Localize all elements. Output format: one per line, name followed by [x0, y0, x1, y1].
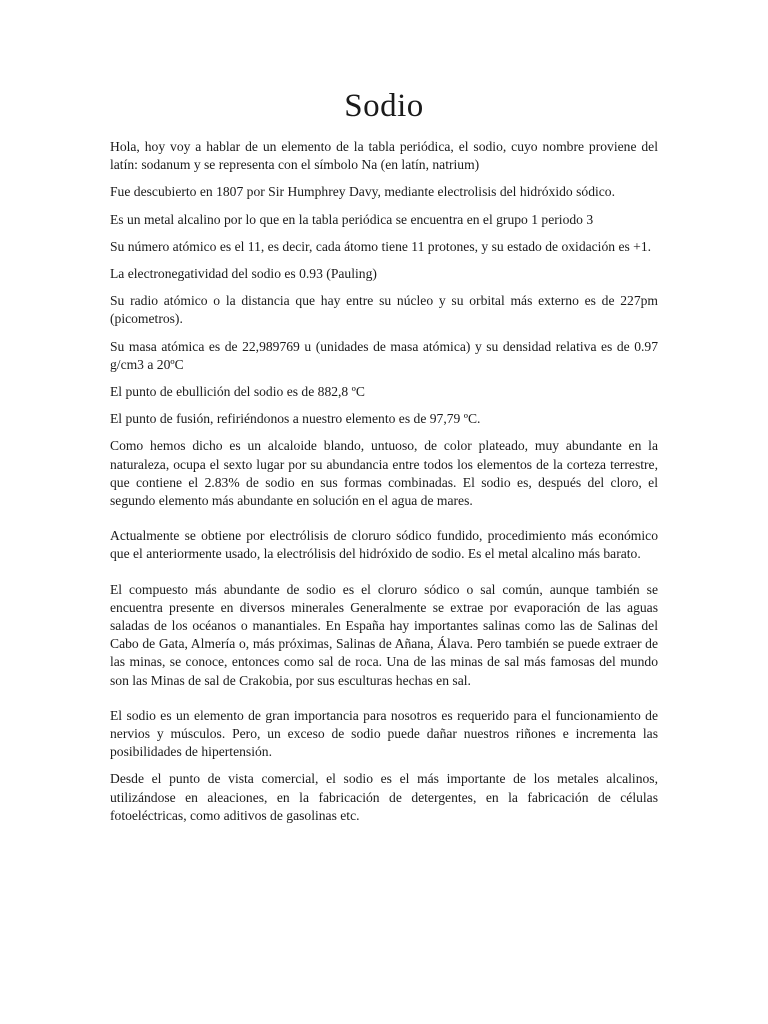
paragraph-electronegativity: La electronegatividad del sodio es 0.93 (Pauling): [110, 266, 377, 282]
paragraph-intro: Hola, hoy voy a hablar de un elemento de la tabla periódica, el sodio, cuyo nombre proviene del latín: sodanum y se representa con el símbolo Na (en latín, natrium): [110, 139, 658, 173]
paragraph-melting-point: El punto de fusión, refiriéndonos a nuestro elemento es de 97,79 ºC.: [110, 411, 481, 427]
paragraph-discovery: Fue descubierto en 1807 por Sir Humphrey Davy, mediante electrolisis del hidróxido sódico.: [110, 184, 615, 200]
paragraph-commercial-uses: Desde el punto de vista comercial, el sodio es el más importante de los metales alcalinos, utilizándose en aleaciones, en la fabricación de detergentes, en la fabricación de células fotoeléctricas, como aditivos de gasolinas etc.: [110, 771, 658, 823]
paragraph-atomic-mass: Su masa atómica es de 22,989769 u (unidades de masa atómica) y su densidad relativa es de 0.97 g/cm3 a 20ºC: [110, 338, 658, 372]
paragraph-atomic-radius: Su radio atómico o la distancia que hay entre su núcleo y su orbital más externo es de 227pm (picometros).: [110, 293, 658, 327]
document-title: Sodio: [344, 88, 424, 124]
paragraph-group-period: Es un metal alcalino por lo que en la tabla periódica se encuentra en el grupo 1 periodo 3: [110, 211, 594, 227]
paragraph-production: Actualmente se obtiene por electrólisis de cloruro sódico fundido, procedimiento más económico que el anteriormente usado, la electrólisis del hidróxido de sodio. Es el metal alcalino más barato.: [110, 528, 658, 562]
paragraph-compounds: El compuesto más abundante de sodio es el cloruro sódico o sal común, aunque también se encuentra presente en diversos minerales Generalmente se extrae por evaporación de las aguas saladas de los océanos o manantiales. En España hay importantes salinas como las de Salinas del Cabo de Gata, Almería o, más próximas, Salinas de Añana, Álava. Pero también se puede extraer de las minas, se conoce, entonces como sal de roca. Una de las minas de sal más famosas del mundo son las Minas de sal de Crakobia, por sus esculturas hechas en sal.: [110, 581, 658, 688]
paragraph-atomic-number: Su número atómico es el 11, es decir, cada átomo tiene 11 protones, y su estado de oxidación es +1.: [110, 238, 652, 254]
paragraph-boiling-point: El punto de ebullición del sodio es de 882,8 ºC: [110, 384, 365, 400]
paragraph-health: El sodio es un elemento de gran importancia para nosotros es requerido para el funcionamiento de nervios y músculos. Pero, un exceso de sodio puede dañar nuestros riñones e incrementa las posibilidades de hipertensión.: [110, 707, 658, 760]
paragraph-abundance: Como hemos dicho es un alcaloide blando, untuoso, de color plateado, muy abundante en la naturaleza, ocupa el sexto lugar por su abundancia entre todos los elementos de la corteza terrestre, que contiene el 2.83% de sodio en sus formas combinadas. El sodio es, después del cloro, el segundo elemento más abundante en solución en el agua de mares.: [110, 438, 658, 509]
